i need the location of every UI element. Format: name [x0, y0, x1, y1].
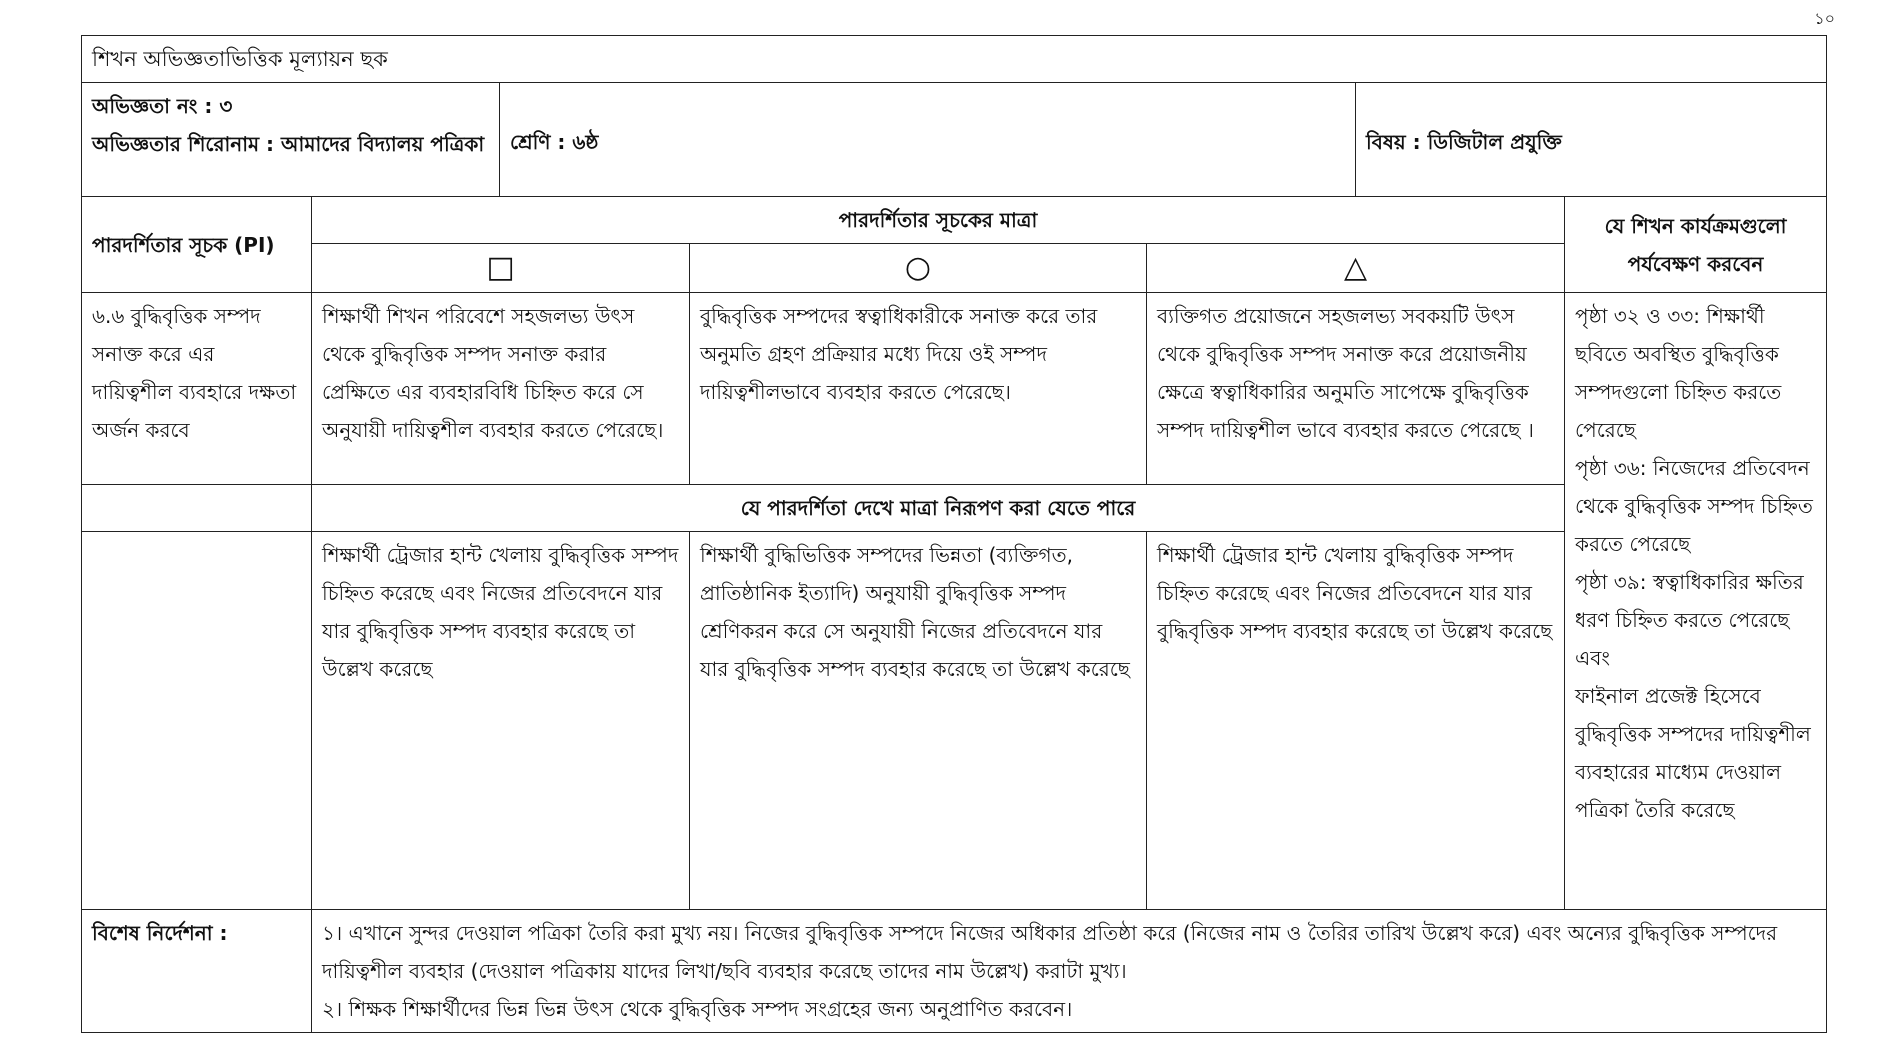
- level-description-square: শিক্ষার্থী শিখন পরিবেশে সহজলভ্য উৎস থেকে বুদ্ধিবৃত্তিক সম্পদ সনাক্ত করার প্রেক্ষিতে এর ব্যবহারবিধি চিহ্নিত করে সে অনুযায়ী দায়িত্বশীল ব্যবহার করতে পেরেছে।: [312, 293, 690, 485]
- pi-header: পারদর্শিতার সূচক (PI): [82, 197, 312, 293]
- experience-info-cell: [82, 83, 500, 197]
- special-instructions: [312, 910, 1827, 1033]
- levels-header: পারদর্শিতার সূচকের মাত্রা: [312, 197, 1565, 244]
- special-instruction-item: ১। এখানে সুন্দর দেওয়াল পত্রিকা তৈরি করা মুখ্য নয়। নিজের বুদ্ধিবৃত্তিক সম্পদে নিজের অধিকার প্রতিষ্ঠা করে (নিজের নাম ও তৈরির তারিখ উল্লেখ করে) এবং অন্যের বুদ্ধিবৃত্তিক সম্পদের দায়িত্বশীল ব্যবহার (দেওয়াল পত্রিকায় যাদের লিখা/ছবি ব্যবহার করেছে তাদের নাম উল্লেখ) করাটা মুখ্য।: [322, 921, 1778, 983]
- subject-label: বিষয় : ডিজিটাল প্রযুক্তি: [1356, 83, 1827, 197]
- observation-item: ফাইনাল প্রজেক্ট হিসেবে বুদ্ধিবৃত্তিক সম্পদের দায়িত্বশীল ব্যবহারের মাধ্যেম দেওয়াল পত্রিকা তৈরি করেছে: [1575, 684, 1811, 822]
- empty-cell: [82, 532, 312, 910]
- special-instruction-label: বিশেষ নির্দেশনা :: [82, 910, 312, 1033]
- level-square-symbol: □: [312, 244, 690, 293]
- performance-description-triangle: শিক্ষার্থী ট্রেজার হান্ট খেলায় বুদ্ধিবৃত্তিক সম্পদ চিহ্নিত করেছে এবং নিজের প্রতিবেদনে যার যার বুদ্ধিবৃত্তিক সম্পদ ব্যবহার করেছে তা উল্লেখ করেছে: [1147, 532, 1565, 910]
- observation-item: পৃষ্ঠা ৩৬: নিজেদের প্রতিবেদন থেকে বুদ্ধিবৃত্তিক সম্পদ চিহ্নিত করতে পেরেছে: [1575, 456, 1813, 556]
- page-number: ১০: [1814, 9, 1835, 28]
- level-description-circle: বুদ্ধিবৃত্তিক সম্পদের স্বত্বাধিকারীকে সনাক্ত করে তার অনুমতি গ্রহণ প্রক্রিয়ার মধ্যে দিয়ে ওই সম্পদ দায়িত্বশীলভাবে ব্যবহার করতে পেরেছে।: [690, 293, 1147, 485]
- observation-header-line2: পর্যবেক্ষণ করবেন: [1627, 251, 1764, 276]
- assessment-table: [81, 35, 1827, 1033]
- empty-cell: [82, 485, 312, 532]
- level-triangle-symbol: △: [1147, 244, 1565, 293]
- experience-number: অভিজ্ঞতা নং : ৩: [92, 94, 233, 118]
- performance-description-circle: শিক্ষার্থী বুদ্ধিভিত্তিক সম্পদের ভিন্নতা (ব্যক্তিগত, প্রাতিষ্ঠানিক ইত্যাদি) অনুযায়ী বুদ্ধিবৃত্তিক সম্পদ শ্রেণিকরন করে সে অনুযায়ী নিজের প্রতিবেদনে যার যার বুদ্ধিবৃত্তিক সম্পদ ব্যবহার করেছে তা উল্লেখ করেছে: [690, 532, 1147, 910]
- level-description-triangle: ব্যক্তিগত প্রয়োজনে সহজলভ্য সবকয়টি উৎস থেকে বুদ্ধিবৃত্তিক সম্পদ সনাক্ত করে প্রয়োজনীয় ক্ষেত্রে স্বত্বাধিকারির অনুমতি সাপেক্ষে বুদ্ধিবৃত্তিক সম্পদ দায়িত্বশীল ভাবে ব্যবহার করতে পেরেছে ।: [1147, 293, 1565, 485]
- observation-header: [1565, 197, 1827, 293]
- sheet-title: শিখন অভিজ্ঞতাভিত্তিক মূল্যায়ন ছক: [82, 36, 1827, 83]
- observation-list: [1565, 293, 1827, 910]
- performance-header: যে পারদর্শিতা দেখে মাত্রা নিরূপণ করা যেতে পারে: [312, 485, 1565, 532]
- level-circle-symbol: ○: [690, 244, 1147, 293]
- special-instruction-item: ২। শিক্ষক শিক্ষার্থীদের ভিন্ন ভিন্ন উৎস থেকে বুদ্ধিবৃত্তিক সম্পদ সংগ্রহের জন্য অনুপ্রাণিত করবেন।: [322, 997, 1073, 1021]
- class-label: শ্রেণি : ৬ষ্ঠ: [500, 83, 1356, 197]
- performance-description-square: শিক্ষার্থী ট্রেজার হান্ট খেলায় বুদ্ধিবৃত্তিক সম্পদ চিহ্নিত করেছে এবং নিজের প্রতিবেদনে যার যার বুদ্ধিবৃত্তিক সম্পদ ব্যবহার করেছে তা উল্লেখ করেছে: [312, 532, 690, 910]
- observation-item: পৃষ্ঠা ৩৯: স্বত্বাধিকারির ক্ষতির ধরণ চিহ্নিত করতে পেরেছে এবং: [1575, 570, 1804, 670]
- observation-header-line1: যে শিখন কার্যক্রমগুলো: [1604, 213, 1787, 238]
- observation-item: পৃষ্ঠা ৩২ ও ৩৩: শিক্ষার্থী ছবিতে অবস্থিত বুদ্ধিবৃত্তিক সম্পদগুলো চিহ্নিত করতে পেরেছে: [1575, 304, 1782, 442]
- experience-title: অভিজ্ঞতার শিরোনাম : আমাদের বিদ্যালয় পত্রিকা: [92, 132, 485, 156]
- pi-text: ৬.৬ বুদ্ধিবৃত্তিক সম্পদ সনাক্ত করে এর দায়িত্বশীল ব্যবহারে দক্ষতা অর্জন করবে: [82, 293, 312, 485]
